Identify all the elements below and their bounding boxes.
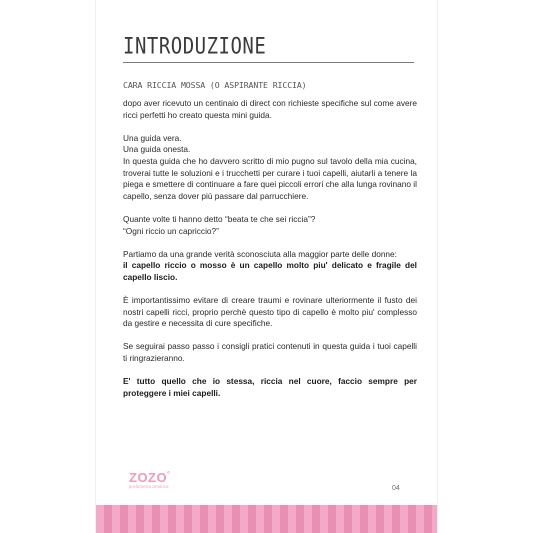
question-line: “Ogni riccio un capriccio?” <box>123 225 219 236</box>
guide-line: Una guida onesta. <box>123 144 191 155</box>
truth-paragraph <box>123 249 417 284</box>
brand-logo <box>129 470 170 489</box>
document-page <box>96 0 437 533</box>
page-number: 04 <box>392 485 400 492</box>
body-text <box>123 98 417 411</box>
page-title: INTRODUZIONE <box>123 34 267 60</box>
brand-name: ZOZO <box>129 470 168 485</box>
guide-line: Una guida vera. <box>123 132 182 143</box>
closing-bold: E' tutto quello che io stessa, riccia nel cuore, faccio sempre per proteggere i miei capelli. <box>123 376 417 398</box>
page-subtitle: CARA RICCIA MOSSA (O ASPIRANTE RICCIA) <box>123 80 307 90</box>
brand-tagline: profumeria artistica <box>129 484 169 489</box>
brand-mark: ° <box>167 471 171 479</box>
brand-wordmark <box>129 470 170 485</box>
important-paragraph: È importantissimo evitare di creare traumi e rovinare ulteriormente il fusto dei nostri capelli ricci, proprio perchè questo tipo di capello è molto piu' complesso da gestire e necessita di cure specifiche. <box>123 295 417 329</box>
truth-bold: il capello riccio o mosso è un capello molto piu' delicato e fragile del capello liscio. <box>123 260 417 282</box>
advice-paragraph: Se seguirai passo passo i consigli pratici contenuti in questa guida i tuoi capelli ti ringrazieranno. <box>123 341 417 364</box>
title-divider <box>123 62 414 63</box>
truth-intro: Partiamo da una grande verità sconosciuta alla maggior parte delle donne: <box>123 248 397 259</box>
guide-paragraph: In questa guida che ho davvero scritto di mio pugno sul tavolo della mia cucina, troverai tutte le soluzioni e i trucchetti per curare i tuoi capelli, aiutarli a tenere la piega e smettere di continuare a fare quei piccoli errori che alla lunga rovinano il capello, senza dover più passare dal parrucchiere. <box>123 155 417 201</box>
question-line: Quante volte ti hanno detto “beata te che sei riccia”? <box>123 213 316 224</box>
closing-paragraph <box>123 376 417 399</box>
intro-paragraph: dopo aver ricevuto un centinaio di direct con richieste specifiche sul come avere ricci perfetti ho creato questa mini guida. <box>123 98 417 120</box>
decorative-striped-band <box>96 505 437 533</box>
